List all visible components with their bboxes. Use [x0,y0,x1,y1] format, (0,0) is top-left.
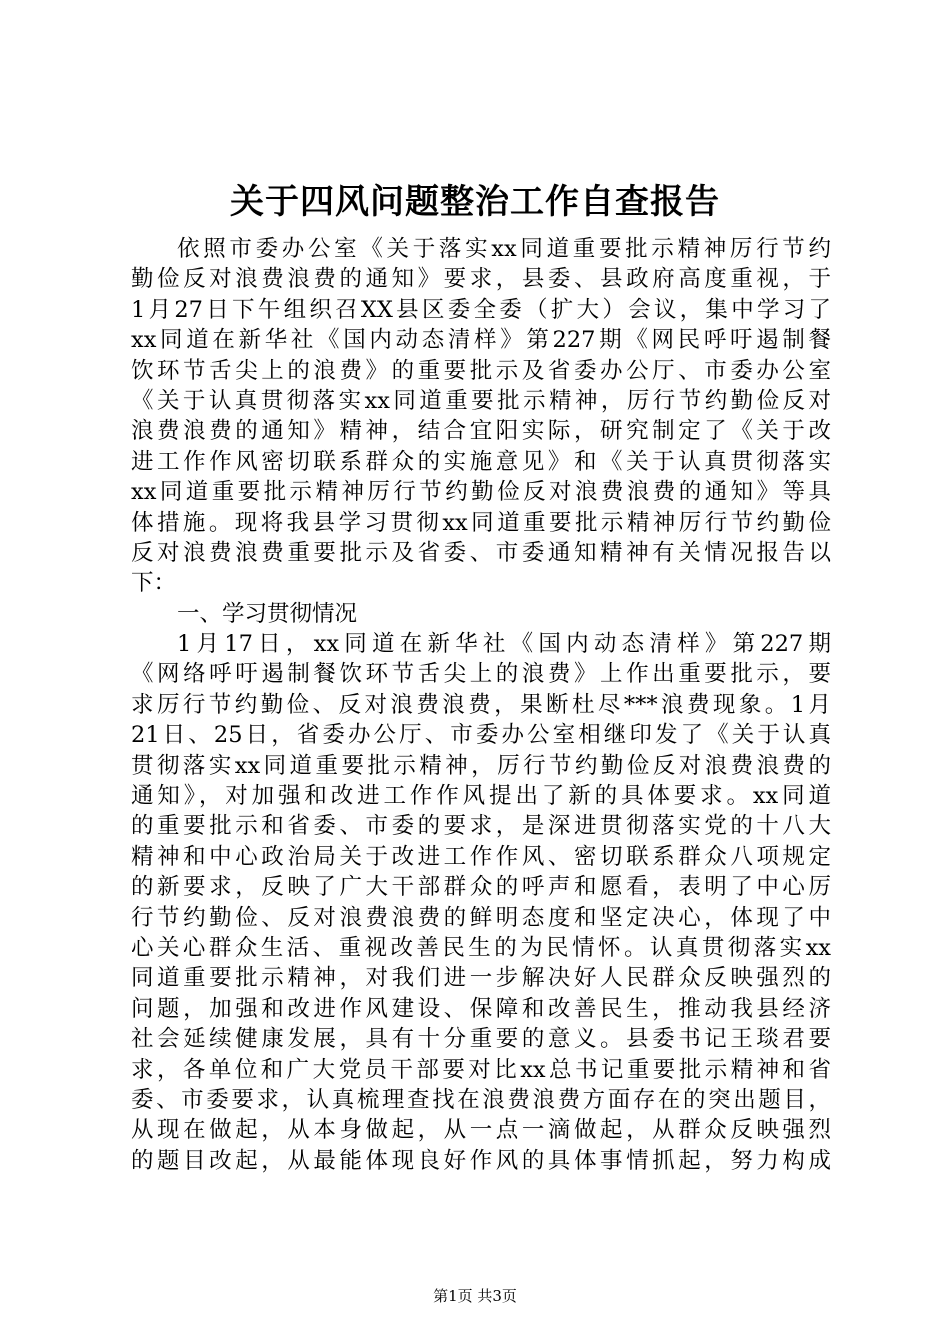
document-body [131,234,831,1176]
body-line: 饮环节舌尖上的浪费》的重要批示及省委办公厅、市委办公室 [131,357,831,384]
body-line: xx同道重要批示精神厉行节约勤俭反对浪费浪费的通知》等具 [131,479,831,506]
body-line: 21日、25日，省委办公厅、市委办公室相继印发了《关于认真 [131,722,831,749]
page-number: 第1页 共3页 [433,1287,517,1305]
body-line: 从现在做起，从本身做起，从一点一滴做起，从群众反映强烈 [131,1117,831,1144]
body-line: 求，各单位和广大党员干部要对比xx总书记重要批示精神和省 [131,1056,831,1083]
body-line: 反对浪费浪费重要批示及省委、市委通知精神有关情况报告以 [131,539,831,566]
body-line: 进工作作风密切联系群众的实施意见》和《关于认真贯彻落实 [131,448,831,475]
document-title: 关于四风问题整治工作自查报告 [230,182,720,222]
body-line: 社会延续健康发展，具有十分重要的意义。县委书记王琰君要 [131,1026,831,1053]
body-line: 依照市委办公室《关于落实xx同道重要批示精神厉行节约 [177,236,831,262]
body-line: 的新要求，反映了广大干部群众的呼声和愿看，表明了中心厉 [131,874,831,901]
body-line: 1月17日，xx同道在新华社《国内动态清样》第227期 [177,631,831,658]
body-line: 通知》，对加强和改进工作作风提出了新的具体要求。xx同道 [131,783,831,810]
body-line: 同道重要批示精神，对我们进一步解决好人民群众反映强烈的 [131,965,831,992]
body-line: xx同道在新华社《国内动态清样》第227期《网民呼吁遏制餐 [131,327,831,354]
body-line: 问题，加强和改进作风建设、保障和改善民生，推动我县经济 [131,995,831,1022]
body-line: 下： [131,570,177,597]
body-line: 《网络呼吁遏制餐饮环节舌尖上的浪费》上作出重要批示，要 [131,661,831,688]
body-line: 求厉行节约勤俭、反对浪费浪费，果断杜尽***浪费现象。1月 [131,691,831,718]
body-line: 的重要批示和省委、市委的要求，是深进贯彻落实党的十八大 [131,813,831,840]
body-line: 体措施。现将我县学习贯彻xx同道重要批示精神厉行节约勤俭 [131,509,831,536]
body-line: 的题目改起，从最能体现良好作风的具体事情抓起，努力构成 [131,1147,831,1174]
body-line: 1月27日下午组织召XX县区委全委（扩大）会议，集中学习了 [131,296,831,323]
body-line: 委、市委要求，认真梳理查找在浪费浪费方面存在的突出题目， [131,1086,831,1113]
body-line: 《关于认真贯彻落实xx同道重要批示精神，厉行节约勤俭反对 [131,387,831,414]
body-line: 浪费浪费的通知》精神，结合宜阳实际，研究制定了《关于改 [131,418,831,445]
section-heading: 一、学习贯彻情况 [177,600,358,627]
body-line: 心关心群众生活、重视改善民生的为民情怀。认真贯彻落实xx [131,934,831,961]
body-line: 精神和中心政治局关于改进工作作风、密切联系群众八项规定 [131,843,831,870]
body-line: 勤俭反对浪费浪费的通知》要求，县委、县政府高度重视，于 [131,266,831,293]
body-line: 贯彻落实xx同道重要批示精神，厉行节约勤俭反对浪费浪费的 [131,752,831,779]
body-line: 行节约勤俭、反对浪费浪费的鲜明态度和坚定决心，体现了中 [131,904,831,931]
